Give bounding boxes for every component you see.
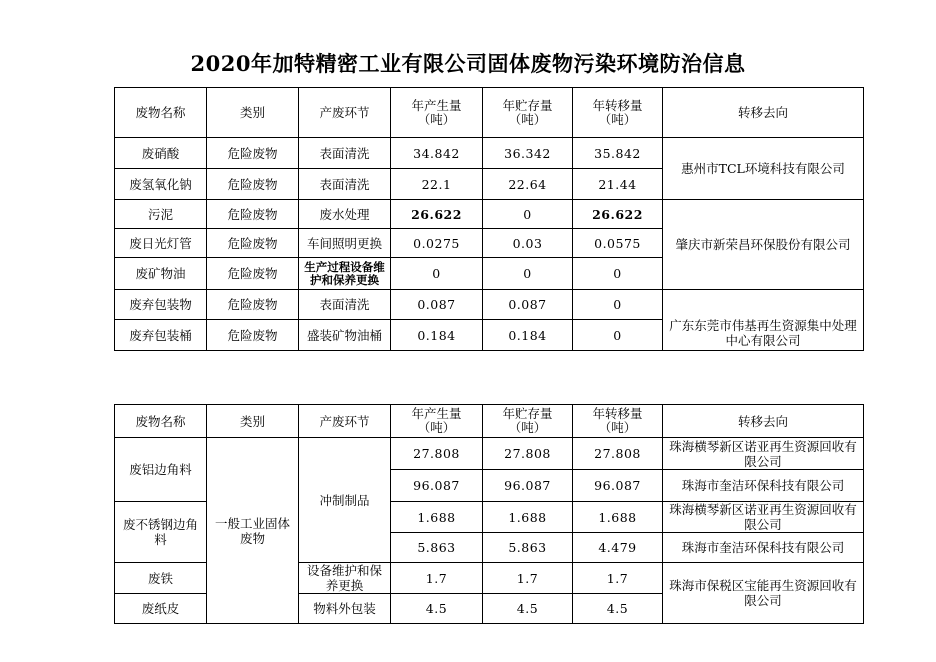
destination-cell: 珠海市奎洁环保科技有限公司: [663, 533, 864, 563]
transferred-value: 4.479: [573, 533, 663, 563]
page-title: 2020年加特精密工业有限公司固体废物污染环境防治信息: [190, 51, 746, 76]
stored-value: 4.5: [483, 594, 573, 624]
produced-value: 1.688: [391, 502, 483, 533]
waste-name: 废硝酸: [115, 138, 207, 169]
waste-name: 废日光灯管: [115, 229, 207, 258]
table-header-row: [115, 405, 864, 438]
waste-category: 危险废物: [207, 290, 299, 320]
header-destination: 转移去向: [663, 405, 864, 438]
destination-cell: 珠海横琴新区诺亚再生资源回收有限公司: [663, 438, 864, 470]
header-transferred: 年转移量 （吨）: [573, 88, 663, 138]
produced-value: 4.5: [391, 594, 483, 624]
transferred-value: 35.842: [573, 138, 663, 169]
hazardous-waste-table: [114, 87, 864, 351]
transferred-value: 0: [573, 320, 663, 351]
transferred-value: 4.5: [573, 594, 663, 624]
header-produced: 年产生量 （吨）: [391, 88, 483, 138]
waste-process: 表面清洗: [299, 169, 391, 200]
waste-name: 污泥: [115, 200, 207, 229]
produced-value: 1.7: [391, 563, 483, 594]
waste-name: 废弃包装桶: [115, 320, 207, 351]
header-produced: 年产生量 （吨）: [391, 405, 483, 438]
waste-name: 废纸皮: [115, 594, 207, 624]
header-transferred: 年转移量 （吨）: [573, 405, 663, 438]
produced-value: 96.087: [391, 470, 483, 502]
header-process: 产废环节: [299, 88, 391, 138]
stored-value: 5.863: [483, 533, 573, 563]
waste-name: 废铝边角料: [115, 438, 207, 502]
waste-name: 废弃包装物: [115, 290, 207, 320]
waste-process: 废水处理: [299, 200, 391, 229]
waste-name: 废不锈钢边角料: [115, 502, 207, 563]
destination-cell: 肇庆市新荣昌环保股份有限公司: [663, 200, 864, 290]
stored-value: 22.64: [483, 169, 573, 200]
waste-category: 危险废物: [207, 138, 299, 169]
destination-cell: 惠州市TCL环境科技有限公司: [663, 138, 864, 200]
destination-cell: 珠海横琴新区诺亚再生资源回收有限公司: [663, 502, 864, 533]
stored-value: 1.7: [483, 563, 573, 594]
waste-process: 车间照明更换: [299, 229, 391, 258]
table-row: [115, 138, 864, 169]
header-category: 类别: [207, 88, 299, 138]
produced-value: 26.622: [391, 200, 483, 229]
stored-value: 27.808: [483, 438, 573, 470]
transferred-value: 0: [573, 258, 663, 290]
produced-value: 27.808: [391, 438, 483, 470]
table-row: [115, 290, 864, 320]
waste-process: 生产过程设备维护和保养更换: [299, 258, 391, 290]
stored-value: 0.087: [483, 290, 573, 320]
header-name: 废物名称: [115, 405, 207, 438]
header-category: 类别: [207, 405, 299, 438]
table-row: [115, 200, 864, 229]
waste-process: 表面清洗: [299, 138, 391, 169]
destination-cell: 珠海市奎洁环保科技有限公司: [663, 470, 864, 502]
produced-value: 0.0275: [391, 229, 483, 258]
waste-category: 危险废物: [207, 258, 299, 290]
waste-category: 危险废物: [207, 169, 299, 200]
waste-name: 废矿物油: [115, 258, 207, 290]
transferred-value: 0: [573, 290, 663, 320]
header-stored: 年贮存量 （吨）: [483, 405, 573, 438]
header-destination: 转移去向: [663, 88, 864, 138]
stored-value: 0.184: [483, 320, 573, 351]
destination-cell: 广东东莞市伟基再生资源集中处理中心有限公司: [663, 290, 864, 351]
stored-value: 96.087: [483, 470, 573, 502]
produced-value: 0: [391, 258, 483, 290]
stored-value: 36.342: [483, 138, 573, 169]
waste-process: 表面清洗: [299, 290, 391, 320]
waste-category: 危险废物: [207, 320, 299, 351]
produced-value: 0.184: [391, 320, 483, 351]
transferred-value: 21.44: [573, 169, 663, 200]
waste-process: 设备维护和保养更换: [299, 563, 391, 594]
table-header-row: [115, 88, 864, 138]
waste-process: 冲制制品: [299, 438, 391, 563]
header-name: 废物名称: [115, 88, 207, 138]
transferred-value: 1.688: [573, 502, 663, 533]
produced-value: 22.1: [391, 169, 483, 200]
waste-name: 废氢氧化钠: [115, 169, 207, 200]
general-waste-table: [114, 404, 864, 624]
stored-value: 0.03: [483, 229, 573, 258]
waste-process: 物料外包装: [299, 594, 391, 624]
stored-value: 0: [483, 200, 573, 229]
waste-category: 危险废物: [207, 229, 299, 258]
waste-process: 盛装矿物油桶: [299, 320, 391, 351]
transferred-value: 96.087: [573, 470, 663, 502]
transferred-value: 27.808: [573, 438, 663, 470]
transferred-value: 26.622: [573, 200, 663, 229]
transferred-value: 0.0575: [573, 229, 663, 258]
waste-name: 废铁: [115, 563, 207, 594]
stored-value: 0: [483, 258, 573, 290]
waste-category: 一般工业固体废物: [207, 438, 299, 624]
transferred-value: 1.7: [573, 563, 663, 594]
produced-value: 5.863: [391, 533, 483, 563]
header-process: 产废环节: [299, 405, 391, 438]
produced-value: 0.087: [391, 290, 483, 320]
header-stored: 年贮存量 （吨）: [483, 88, 573, 138]
table-row: [115, 438, 864, 470]
stored-value: 1.688: [483, 502, 573, 533]
destination-cell: 珠海市保税区宝能再生资源回收有限公司: [663, 563, 864, 624]
waste-category: 危险废物: [207, 200, 299, 229]
produced-value: 34.842: [391, 138, 483, 169]
